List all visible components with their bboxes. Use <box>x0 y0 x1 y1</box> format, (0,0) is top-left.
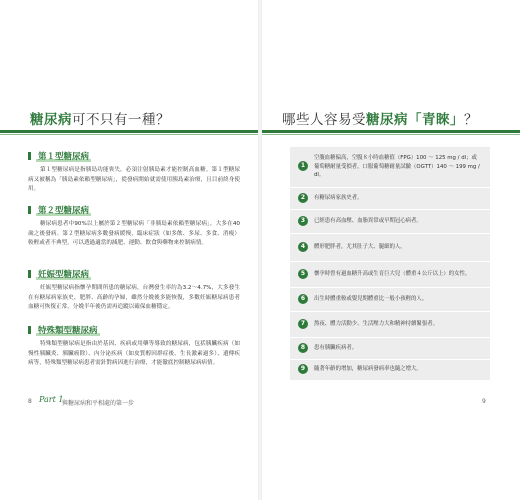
number-badge: 4 <box>298 242 308 252</box>
list-item <box>290 147 490 188</box>
right-title-rule-thin <box>262 134 520 135</box>
section-title: 第１型糖尿病 <box>28 150 89 162</box>
number-badge: 3 <box>298 216 308 226</box>
list-item <box>290 187 490 210</box>
number-badge: 5 <box>298 269 308 279</box>
section-title: 特殊類型糖尿病 <box>28 324 98 336</box>
right-title-highlight: 糖尿病「青睞」 <box>366 112 464 128</box>
number-badge: 6 <box>298 294 308 304</box>
list-item-text: 有糖尿病家族史者。 <box>314 195 363 201</box>
right-title-rule <box>262 130 520 133</box>
section-body: 第１型糖尿病是指胰島功能喪失，必須注射胰島素才能控制高血糖。第１型糖尿病又被稱為「胰島素依賴型糖尿病」，從發病開始就需使用胰島素治療，且目前終身使用。 <box>28 167 240 193</box>
list-item <box>290 359 490 380</box>
list-item <box>290 311 490 338</box>
running-footer: 與糖尿病和平相處的第一步 <box>62 400 135 407</box>
left-title-rest: 可不只有一種？ <box>72 112 170 128</box>
list-item <box>290 233 490 262</box>
list-item-text: 患有胰臟疾病者。 <box>314 345 358 351</box>
section-gestational <box>28 262 240 313</box>
section-title: 妊娠型糖尿病 <box>28 268 89 280</box>
right-page-title <box>282 108 478 128</box>
right-title-suffix: ？ <box>464 112 478 128</box>
right-page-number: 9 <box>482 398 486 405</box>
list-item-text: 懷孕時曾有過血糖升高或生育巨大兒（體重４公斤以上）的女性。 <box>314 271 471 277</box>
left-title-highlight: 糖尿病 <box>30 112 72 128</box>
list-item-text: 隨著年齡的增加，糖尿病發病率也隨之增大。 <box>314 366 422 372</box>
section-type2 <box>28 198 240 249</box>
number-badge: 9 <box>298 364 308 374</box>
list-item <box>290 287 490 312</box>
list-item-text: 熬夜、體力活動少、生活壓力大和精神持續緊張者。 <box>314 321 438 327</box>
list-item-text: 體形肥胖者，尤其肚子大、腿細的人。 <box>314 244 406 250</box>
list-item-text: 出生時體重較或嬰兒期體重比一般小孩輕的人。 <box>314 296 428 302</box>
number-badge: 2 <box>298 193 308 203</box>
list-item-text: 已經患有高血壓、血脂異常或早期冠心病者。 <box>314 218 422 224</box>
left-page-number: 8 <box>28 398 32 405</box>
risk-factor-list <box>290 147 490 380</box>
left-page-title <box>30 108 170 128</box>
list-item <box>290 261 490 288</box>
section-body: 妊娠型糖尿病指懷孕期間所患的糖尿病，台灣發生率約為3.2～4.7%，大多發生在有糖尿病家族史、肥胖、高齡的孕婦，雖然分娩後多能恢復，多數妊娠糖尿病患者血糖可恢復正常，分娩半年後仍需再追蹤以確保血糖穩定。 <box>28 285 240 311</box>
section-special <box>28 318 240 369</box>
list-item-text: 空腹血糖偏高，空腹８小時血糖值（FPG）100 ～ 125 mg / dl；或葡萄糖耐量受損者，口服葡萄糖耐量試驗（OGTT）140 ～ 199 mg / dl。 <box>314 155 480 179</box>
number-badge: 1 <box>298 161 308 171</box>
section-body: 特殊類型糖尿病是指由於基因、疾病或用藥等導致的糖尿病，包括胰臟疾病（如慢性胰臟炎、胰臟癌除）、內分泌疾病（如皮質醇因群症後、生長激素過多）、遺傳疾病等，特殊類型糖尿病患者需針對病因進行治療，才能徹底控制糖尿病病情。 <box>28 341 240 367</box>
right-title-prefix: 哪些人容易受 <box>282 112 366 128</box>
list-item <box>290 337 490 360</box>
section-title: 第２型糖尿病 <box>28 204 89 216</box>
left-title-rule <box>0 130 258 133</box>
section-type1 <box>28 144 240 195</box>
left-title-rule-thin <box>0 134 258 135</box>
section-body: 糖尿病患者中90%以上屬於第２型糖尿病「非胰島素依賴型糖尿病」，大多在40歲之後發病。第２型糖尿病多數發病緩慢，臨床症狀（如多飲、多尿、多食、消瘦）較輕或者不典型，可以透過適當的減肥、運動、飲食與藥物來控制病情。 <box>28 221 240 247</box>
left-page <box>0 0 258 500</box>
number-badge: 8 <box>298 343 308 353</box>
number-badge: 7 <box>298 319 308 329</box>
list-item <box>290 209 490 234</box>
part-logo: Part 1 <box>39 395 64 404</box>
